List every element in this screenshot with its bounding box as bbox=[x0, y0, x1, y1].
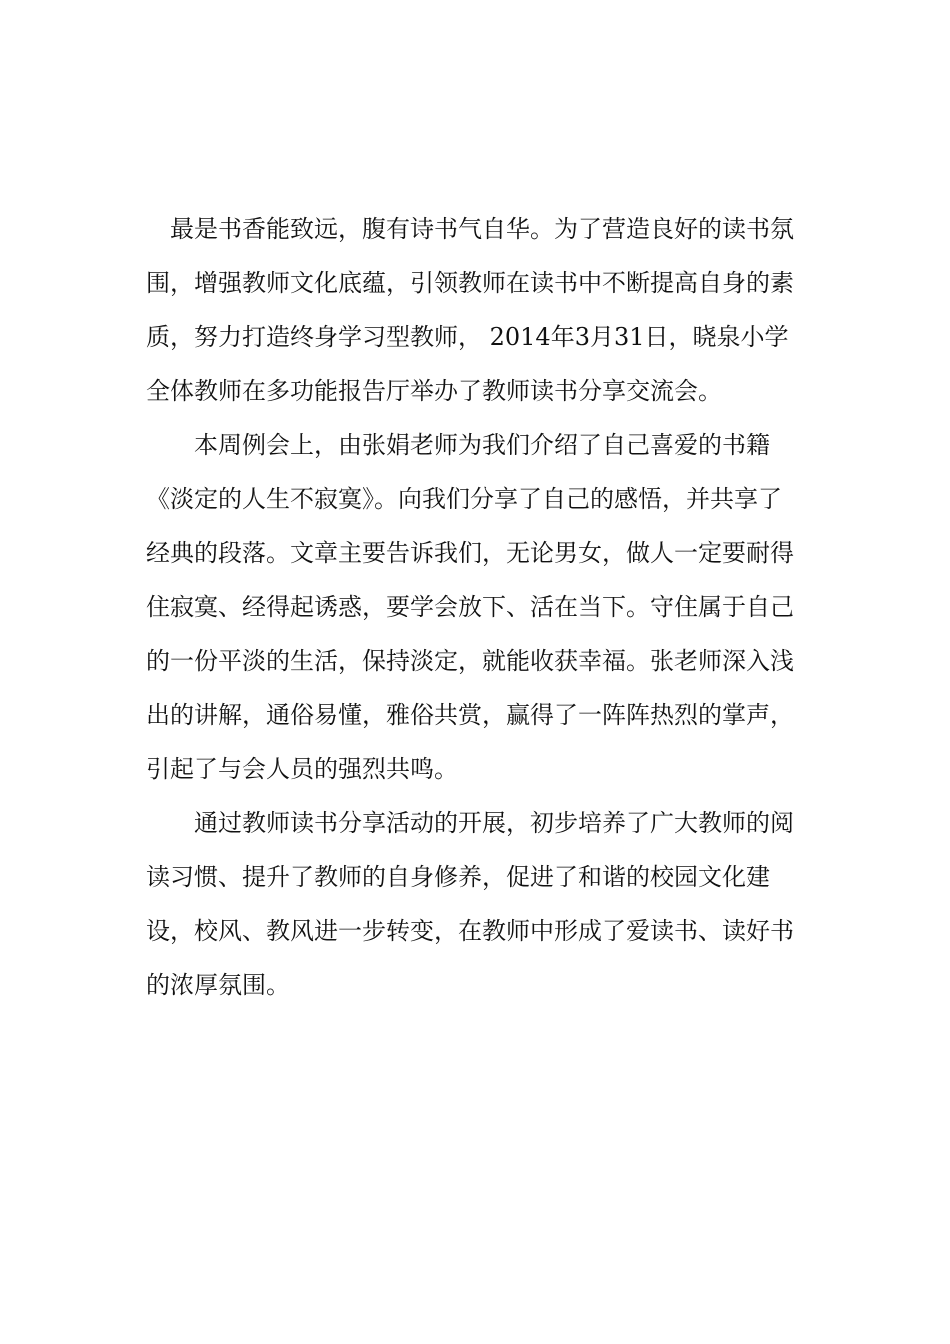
paragraph-line: 出的讲解，通俗易懂，雅俗共赏，赢得了一阵阵热烈的掌声， bbox=[146, 701, 794, 729]
paragraph-3 bbox=[146, 796, 814, 1012]
paragraph-line: 最是书香能致远，腹有诗书气自华。为了营造良好的读书氛 bbox=[146, 215, 794, 243]
paragraph-line: 《淡定的人生不寂寞》。向我们分享了自己的感悟，并共享了 bbox=[146, 485, 782, 513]
paragraph-line: 经典的段落。文章主要告诉我们，无论男女，做人一定要耐得 bbox=[146, 539, 794, 567]
paragraph-line: 的浓厚氛围。 bbox=[146, 971, 290, 999]
paragraph-line: 围，增强教师文化底蕴，引领教师在读书中不断提高自身的素 bbox=[146, 269, 794, 297]
paragraph-line: 本周例会上，由张娟老师为我们介绍了自己喜爱的书籍 bbox=[146, 431, 770, 459]
paragraph-2 bbox=[146, 418, 814, 796]
paragraph-line: 读习惯、提升了教师的自身修养，促进了和谐的校园文化建 bbox=[146, 863, 770, 891]
paragraph-line: 通过教师读书分享活动的开展，初步培养了广大教师的阅 bbox=[146, 809, 794, 837]
paragraph-line: 全体教师在多功能报告厅举办了教师读书分享交流会。 bbox=[146, 377, 722, 405]
paragraph-line: 质，努力打造终身学习型教师， 2014年3月31日，晓泉小学 bbox=[146, 323, 789, 351]
document-body bbox=[146, 202, 814, 1012]
paragraph-line: 引起了与会人员的强烈共鸣。 bbox=[146, 755, 458, 783]
paragraph-line: 的一份平淡的生活，保持淡定，就能收获幸福。张老师深入浅 bbox=[146, 647, 794, 675]
paragraph-line: 设，校风、教风进一步转变，在教师中形成了爱读书、读好书 bbox=[146, 917, 794, 945]
paragraph-1 bbox=[146, 202, 814, 418]
paragraph-line: 住寂寞、经得起诱惑，要学会放下、活在当下。守住属于自己 bbox=[146, 593, 794, 621]
